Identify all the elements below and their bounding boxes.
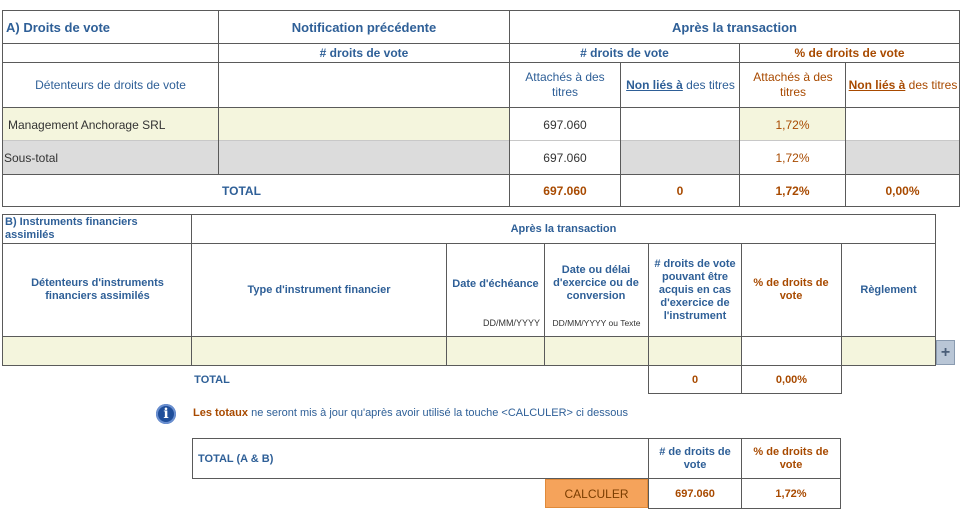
summary-rights-header: # de droits de vote	[659, 445, 731, 471]
not-linked-pct-underlined: Non liés à	[848, 78, 906, 92]
attached-count-cell[interactable]: 697.060	[543, 117, 587, 132]
grid-line	[840, 438, 841, 509]
col-holders-header: Détenteurs d'instruments financiers assimilés	[31, 277, 164, 302]
instrument-holder-input[interactable]	[3, 337, 191, 365]
not-linked-pct-cell	[846, 108, 959, 141]
total-label-a: TOTAL	[222, 183, 261, 198]
plus-icon: +	[940, 343, 951, 361]
not-linked-underlined: Non liés à	[626, 78, 683, 92]
section-a-title: A) Droits de vote	[6, 19, 111, 35]
total-pct-b: 0,00%	[775, 373, 808, 386]
subtotal-attached-cell: 697.060	[543, 150, 587, 165]
total-attached-a: 697.060	[543, 183, 587, 198]
summary-pct-value: 1,72%	[775, 487, 807, 500]
prev-count-cell[interactable]	[219, 108, 509, 141]
after-pct-header: % de droits de vote	[794, 46, 905, 60]
attached-pct-header: Attachés à des titres	[753, 70, 833, 99]
prev-count-header: # droits de vote	[319, 46, 409, 60]
settlement-input[interactable]	[842, 337, 935, 365]
info-message	[193, 406, 893, 420]
holder-name-cell[interactable]: Management Anchorage SRL	[8, 117, 166, 132]
col-maturity-format: DD/MM/YYYY	[482, 318, 540, 328]
not-linked-pct-rest: des titres	[905, 78, 958, 92]
info-rest: ne seront mis à jour qu'après avoir utilisé la touche <CALCULER> ci dessous	[248, 407, 628, 419]
instrument-type-input[interactable]	[192, 337, 446, 365]
add-row-button[interactable]	[936, 340, 955, 365]
prev-notification-header: Notification précédente	[291, 19, 437, 35]
col-exercise-header: Date ou délai d'exercice ou de conversion	[553, 263, 639, 302]
total-rights-b: 0	[691, 373, 699, 386]
col-settlement-header: Règlement	[860, 284, 917, 296]
summary-rights-value: 697.060	[675, 487, 715, 500]
total-label-b: TOTAL	[194, 373, 230, 386]
summary-total-label: TOTAL (A & B)	[198, 452, 274, 465]
total-not-linked-a: 0	[676, 183, 684, 198]
col-maturity-header: Date d'échéance	[452, 278, 539, 290]
maturity-date-input[interactable]	[447, 337, 544, 365]
info-icon: i	[156, 404, 176, 424]
section-b-title: B) Instruments financiers assimilés	[5, 216, 138, 241]
col-exercise-format: DD/MM/YYYY ou Texte	[552, 318, 641, 328]
col-type-header: Type d'instrument financier	[247, 284, 391, 296]
grid-line	[2, 206, 960, 207]
attached-pct-cell: 1,72%	[775, 117, 810, 132]
grid-line	[959, 10, 960, 207]
grid-line	[192, 438, 193, 479]
grid-line	[648, 393, 841, 394]
total-not-linked-pct-a: 0,00%	[885, 183, 920, 198]
col-rights-header: # droits de vote pouvant être acquis en cas d'exercice de l'instrument	[654, 257, 736, 322]
calculer-button[interactable]: CALCULER	[545, 479, 648, 508]
not-linked-count-cell[interactable]	[621, 108, 739, 141]
total-attached-pct-a: 1,72%	[775, 183, 810, 198]
col-pct-header: % de droits de vote	[753, 277, 829, 302]
subtotal-label: Sous-total	[4, 150, 59, 165]
not-linked-pct-header	[846, 63, 960, 107]
not-linked-header	[621, 63, 740, 107]
subtotal-prev-cell	[219, 141, 509, 174]
attached-header: Attachés à des titres	[525, 70, 605, 99]
exercise-date-input[interactable]	[545, 337, 648, 365]
not-linked-rest: des titres	[682, 78, 735, 92]
after-transaction-header: Après la transaction	[672, 19, 797, 35]
subtotal-not-linked-cell	[621, 141, 739, 174]
rights-count-input[interactable]	[649, 337, 741, 365]
subtotal-not-linked-pct-cell	[846, 141, 959, 174]
info-lead: Les totaux	[193, 407, 249, 419]
grid-line	[2, 10, 3, 207]
after-count-header: # droits de vote	[580, 46, 669, 60]
after-transaction-header-b: Après la transaction	[510, 223, 617, 235]
summary-pct-header: % de droits de vote	[753, 445, 829, 471]
grid-line	[648, 508, 841, 509]
holders-header: Détenteurs de droits de vote	[35, 78, 186, 92]
subtotal-attached-pct-cell: 1,72%	[775, 150, 810, 165]
